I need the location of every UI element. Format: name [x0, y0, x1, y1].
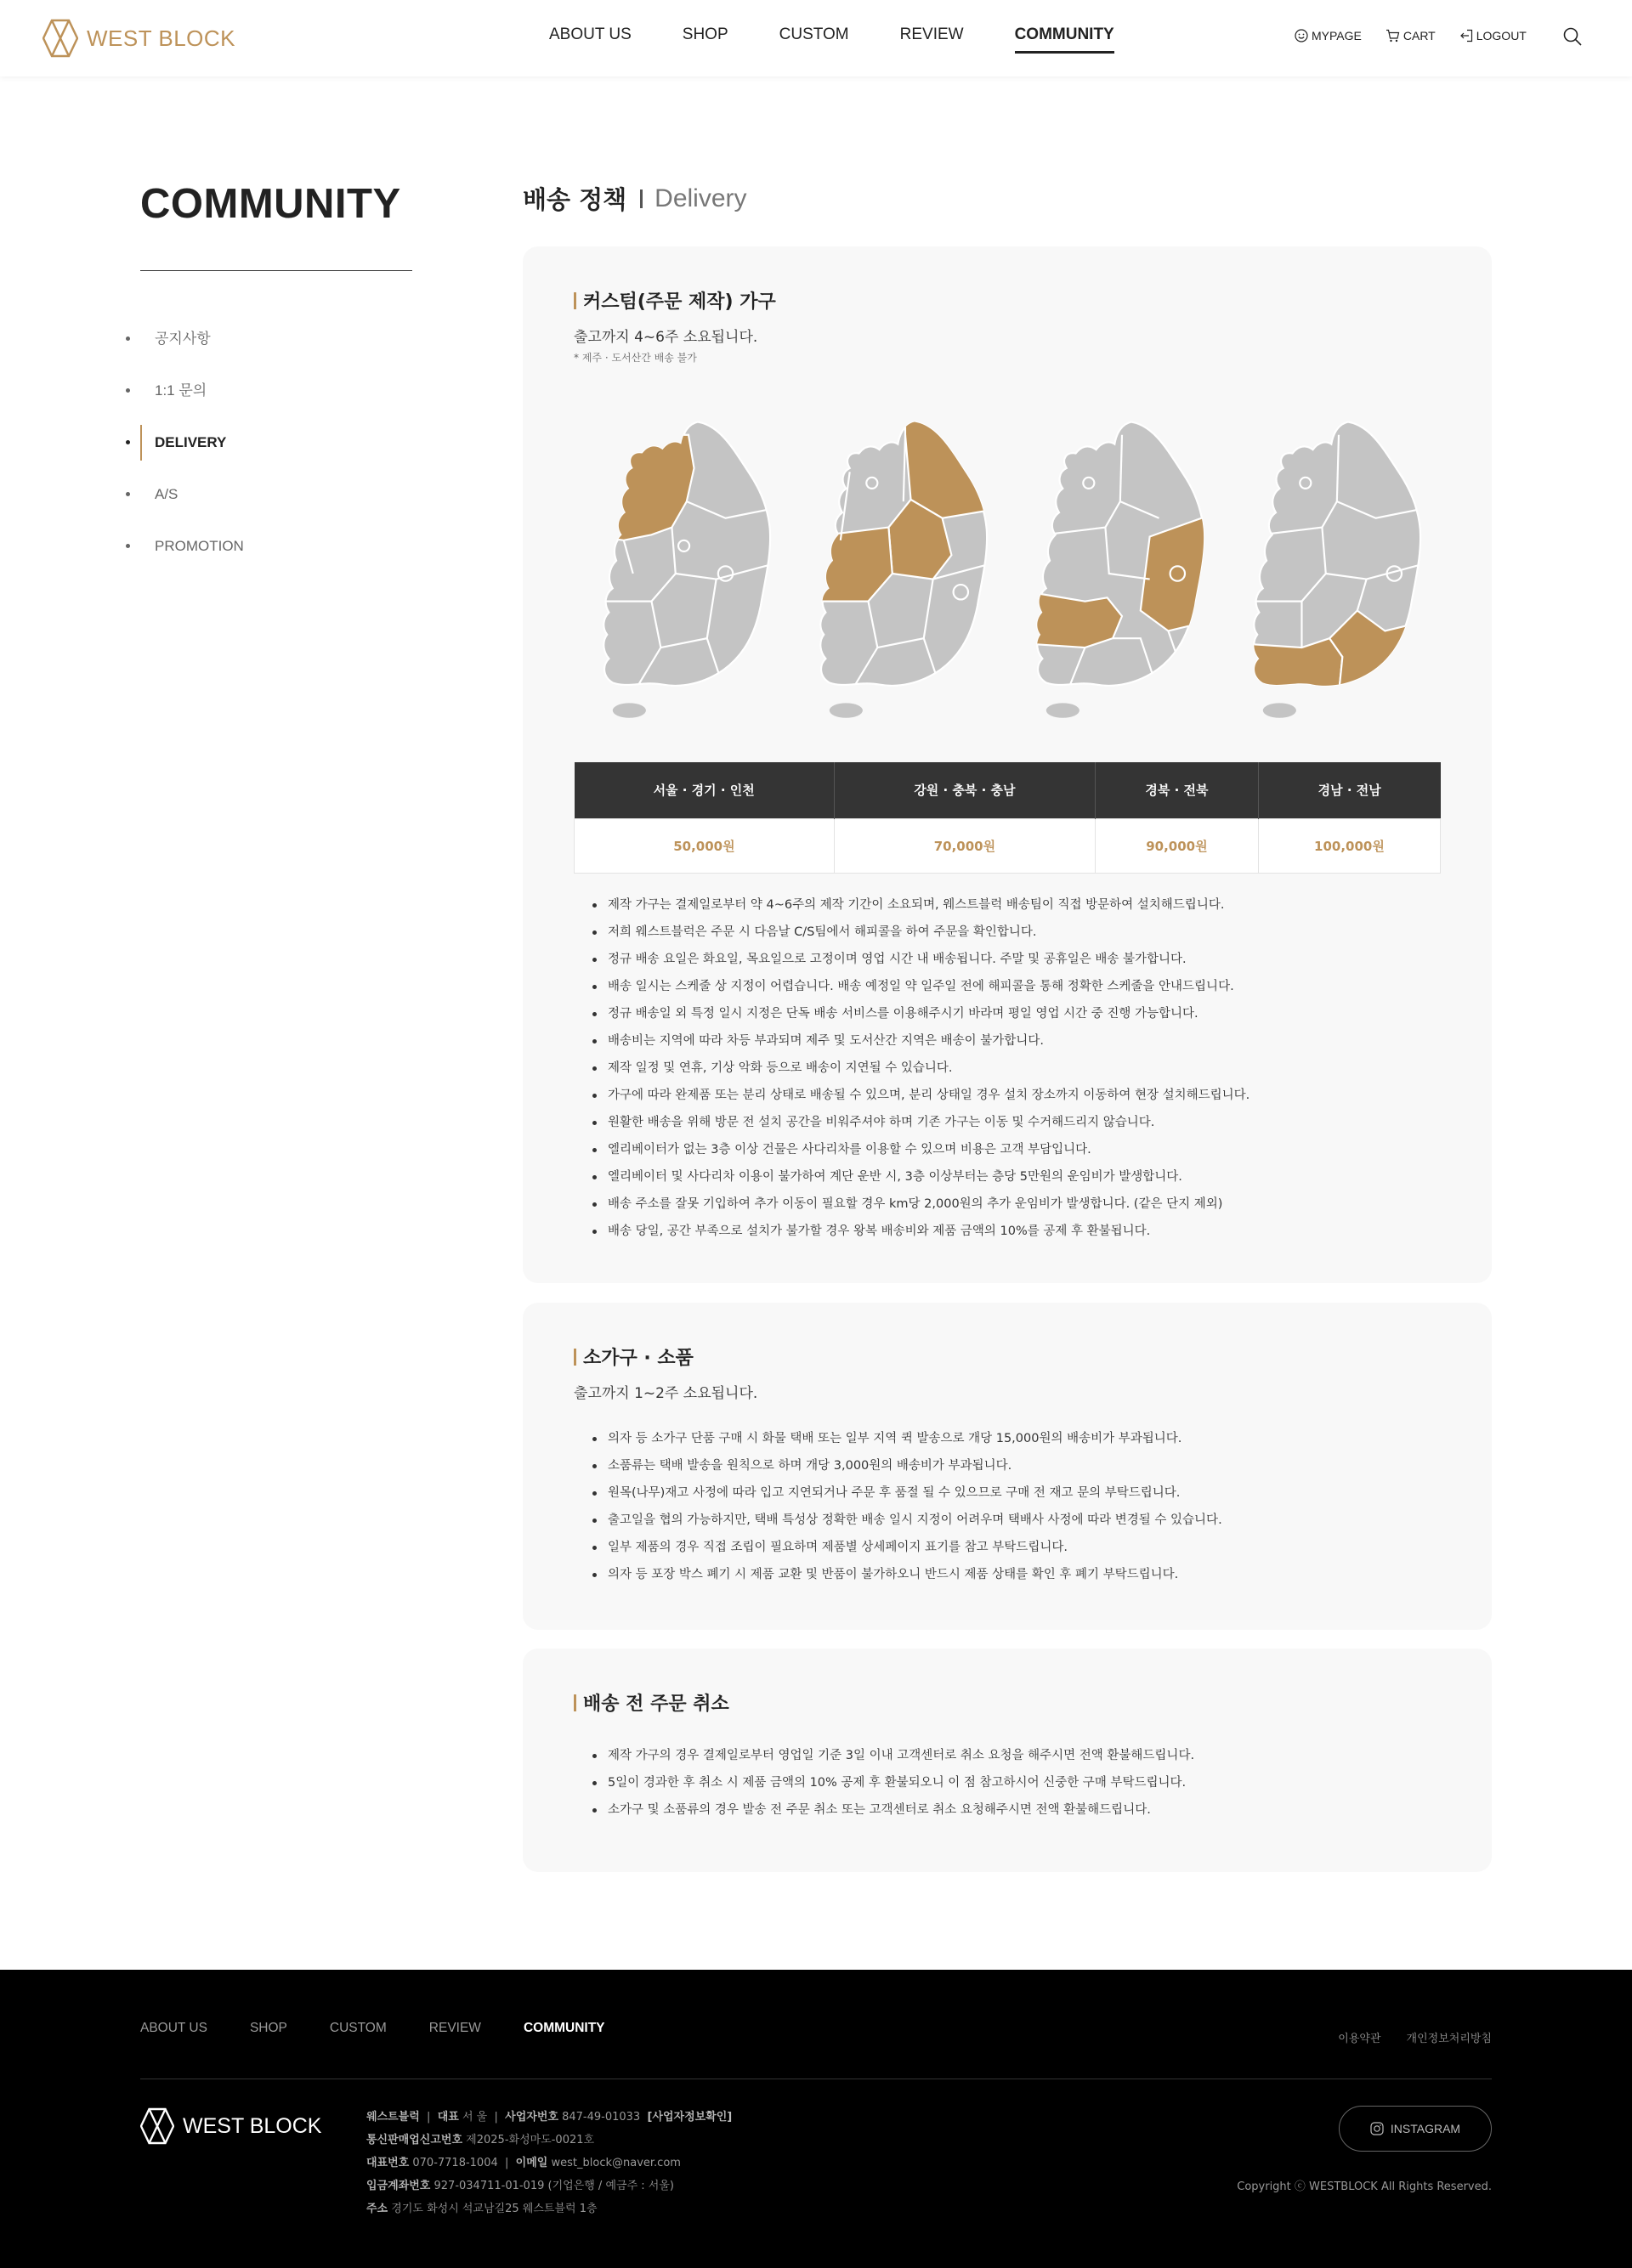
policy-list [591, 891, 1250, 1245]
list-item: 정규 배송 요일은 화요일, 목요일으로 고정이며 영업 시간 내 배송됩니다. 주말 및 공휴일은 배송 불가합니다. [591, 946, 1250, 973]
biz-info-link[interactable]: [사업자정보확인] [647, 2111, 733, 2124]
region-name: 경남 · 전남 [1258, 762, 1440, 818]
instagram-label: INSTAGRAM [1390, 2122, 1461, 2135]
footer-nav-shop[interactable]: SHOP [249, 2021, 287, 2035]
list-item: 의자 등 소가구 단품 구매 시 화물 택배 또는 일부 지역 퀵 발송으로 개당 15,000원의 배송비가 부과됩니다. [591, 1425, 1222, 1452]
company-line-1: 웨스트블럭 | 대표 서 울 | 사업자번호 847-49-01033 [사업자정보확인] [366, 2111, 733, 2124]
section-title: 소가구 · 소품 [574, 1343, 694, 1370]
company-line-2: 통신판매업신고번호 제2025-화성마도-0021호 [366, 2134, 595, 2146]
search-icon [1562, 26, 1583, 47]
region-name: 경북 · 전북 [1096, 762, 1259, 818]
nav-review[interactable]: REVIEW [899, 25, 964, 43]
copyright: Copyright ⓒ WESTBLOCK All Rights Reserved. [1237, 2180, 1492, 2193]
sidebar-item-notice[interactable]: • 공지사항 [140, 321, 412, 373]
sidebar-item-promotion[interactable]: • PROMOTION [140, 529, 412, 580]
section-title: 배송 전 주문 취소 [574, 1689, 729, 1716]
region-name: 서울 · 경기 · 인천 [575, 762, 835, 818]
custom-furniture-section [523, 246, 1492, 1283]
list-item: 의자 등 포장 박스 폐기 시 제품 교환 및 반품이 불가하오니 반드시 제품 상태를 확인 후 폐기 부탁드립니다. [591, 1561, 1222, 1588]
list-item: 일부 제품의 경우 직접 조립이 필요하며 제품별 상세페이지 표기를 참고 부탁드립니다. [591, 1534, 1222, 1561]
footer-nav [140, 2021, 648, 2036]
nav-about-us[interactable]: ABOUT US [549, 25, 632, 43]
page-title [523, 181, 747, 216]
nav-shop[interactable]: SHOP [682, 25, 728, 43]
mypage-label: MYPAGE [1312, 29, 1362, 42]
region-price: 90,000원 [1096, 818, 1259, 873]
logout-label: LOGOUT [1476, 29, 1527, 42]
sidebar-divider [140, 270, 412, 271]
cart-link[interactable] [1386, 29, 1436, 42]
policy-list [591, 1425, 1222, 1588]
footer-nav-about-us[interactable]: ABOUT US [140, 2021, 207, 2035]
list-item: 엘리베이터가 없는 3층 이상 건물은 사다리차를 이용할 수 있으며 비용은 고객 부담입니다. [591, 1136, 1250, 1163]
sidebar-menu [140, 321, 412, 580]
list-item: 정규 배송일 외 특정 일시 지정은 단독 배송 서비스를 이용해주시기 바라며 평일 영업 시간 중 진행 가능합니다. [591, 1000, 1250, 1027]
region-map-3 [1028, 416, 1216, 731]
list-item: 저희 웨스트블럭은 주문 시 다음날 C/S팀에서 해피콜을 하여 주문을 확인합니다. [591, 919, 1250, 946]
instagram-button[interactable] [1339, 2106, 1492, 2152]
company-line-5: 주소 경기도 화성시 석교남길25 웨스트블럭 1층 [366, 2203, 598, 2215]
section-lead: 출고까지 4~6주 소요됩니다. [574, 329, 758, 346]
region-map-4 [1245, 416, 1432, 731]
region-price: 100,000원 [1258, 818, 1440, 873]
nav-community[interactable]: COMMUNITY [1015, 25, 1114, 54]
list-item: 제작 가구의 경우 결제일로부터 영업일 기준 3일 이내 고객센터로 취소 요청을 해주시면 전액 환불해드립니다. [591, 1742, 1194, 1769]
search-button[interactable] [1562, 26, 1583, 50]
footer-nav-community[interactable]: COMMUNITY [523, 2021, 605, 2035]
sidebar-item-inquiry[interactable]: • 1:1 문의 [140, 373, 412, 425]
list-item: 출고일을 협의 가능하지만, 택배 특성상 정확한 배송 일시 지정이 어려우며 택배사 사정에 따라 변경될 수 있습니다. [591, 1507, 1222, 1534]
list-item: 배송비는 지역에 따라 차등 부과되며 제주 및 도서산간 지역은 배송이 불가합니다. [591, 1027, 1250, 1055]
list-item: 배송 당일, 공간 부족으로 설치가 불가할 경우 왕복 배송비와 제품 금액의 10%를 공제 후 환불됩니다. [591, 1218, 1250, 1245]
company-line-4: 입금계좌번호 927-034711-01-019 (기업은행 / 예금주 : 서울) [366, 2180, 674, 2192]
list-item: 소가구 및 소품류의 경우 발송 전 주문 취소 또는 고객센터로 취소 요청해주시면 전액 환불해드립니다. [591, 1796, 1194, 1824]
site-footer [0, 1970, 1632, 2268]
title-divider [640, 189, 643, 208]
mypage-link[interactable] [1295, 29, 1362, 42]
cart-icon [1386, 29, 1400, 42]
west-block-logo-icon [140, 2107, 174, 2145]
region-price: 70,000원 [834, 818, 1095, 873]
price-table-header [575, 762, 1441, 818]
list-item: 제작 가구는 결제일로부터 약 4~6주의 제작 기간이 소요되며, 웨스트블럭 배송팀이 직접 방문하여 설치해드립니다. [591, 891, 1250, 919]
west-block-logo-icon [42, 19, 78, 58]
terms-link[interactable]: 이용약관 [1338, 2033, 1381, 2045]
page-title-en: Delivery [654, 184, 747, 212]
instagram-icon [1370, 2122, 1384, 2135]
list-item: 5일이 경과한 후 취소 시 제품 금액의 10% 공제 후 환불되오니 이 점 참고하시어 신중한 구매 부탁드립니다. [591, 1769, 1194, 1796]
list-item: 엘리베이터 및 사다리차 이용이 불가하여 계단 운반 시, 3층 이상부터는 층당 5만원의 운임비가 발생합니다. [591, 1163, 1250, 1191]
list-item: 소품류는 택배 발송을 원칙으로 하며 개당 3,000원의 배송비가 부과됩니다. [591, 1452, 1222, 1479]
site-header [0, 0, 1632, 76]
footer-logo-text: WEST BLOCK [183, 2113, 322, 2138]
footer-nav-custom[interactable]: CUSTOM [329, 2021, 387, 2035]
sidebar-title: COMMUNITY [140, 181, 401, 227]
region-maps [574, 416, 1441, 731]
company-info [366, 2106, 732, 2220]
main-nav [549, 25, 1165, 54]
price-table-row [575, 818, 1441, 873]
company-line-3: 대표번호 070-7718-1004 | 이메일 west_block@naver.com [366, 2157, 681, 2169]
region-map-2 [812, 416, 999, 731]
list-item: 가구에 따라 완제품 또는 분리 상태로 배송될 수 있으며, 분리 상태일 경우 설치 장소까지 이동하여 현장 설치해드립니다. [591, 1082, 1250, 1109]
list-item: 배송 일시는 스케줄 상 지정이 어렵습니다. 배송 예정일 약 일주일 전에 해피콜을 통해 정확한 스케줄을 안내드립니다. [591, 973, 1250, 1000]
sidebar-item-delivery[interactable]: • DELIVERY [140, 425, 412, 461]
logout-link[interactable] [1459, 29, 1527, 42]
region-map-1 [595, 416, 782, 731]
footer-nav-review[interactable]: REVIEW [428, 2021, 481, 2035]
sidebar-item-as[interactable]: • A/S [140, 477, 412, 529]
logo[interactable] [42, 19, 235, 58]
footer-policy-links [1312, 2029, 1492, 2045]
footer-logo[interactable] [140, 2107, 321, 2145]
util-nav [1295, 29, 1550, 42]
small-furniture-section [523, 1303, 1492, 1630]
list-item: 원활한 배송을 위해 방문 전 설치 공간을 비워주셔야 하며 기존 가구는 이동 및 수거해드리지 않습니다. [591, 1109, 1250, 1136]
list-item: 배송 주소를 잘못 기입하여 추가 이동이 필요할 경우 km당 2,000원의 추가 운임비가 발생합니다. (같은 단지 제외) [591, 1191, 1250, 1218]
cart-label: CART [1402, 29, 1436, 42]
section-lead: 출고까지 1~2주 소요됩니다. [574, 1385, 758, 1402]
privacy-link[interactable]: 개인정보처리방침 [1406, 2033, 1492, 2045]
nav-custom[interactable]: CUSTOM [779, 25, 849, 43]
order-cancel-section [523, 1649, 1492, 1872]
region-name: 강원 · 충북 · 충남 [834, 762, 1095, 818]
smile-icon [1295, 29, 1308, 42]
policy-list [591, 1742, 1194, 1824]
logout-icon [1459, 29, 1473, 42]
section-title: 커스텀(주문 제작) 가구 [574, 287, 776, 314]
list-item: 원목(나무)재고 사정에 따라 입고 지연되거나 주문 후 품절 될 수 있으므로 구매 전 재고 문의 부탁드립니다. [591, 1479, 1222, 1507]
price-table [574, 762, 1441, 874]
region-price: 50,000원 [575, 818, 835, 873]
section-note: * 제주 · 도서산간 배송 불가 [574, 352, 697, 364]
page-title-ko: 배송 정책 [523, 185, 627, 214]
logo-text: WEST BLOCK [87, 25, 236, 51]
list-item: 제작 일정 및 연휴, 기상 악화 등으로 배송이 지연될 수 있습니다. [591, 1055, 1250, 1082]
